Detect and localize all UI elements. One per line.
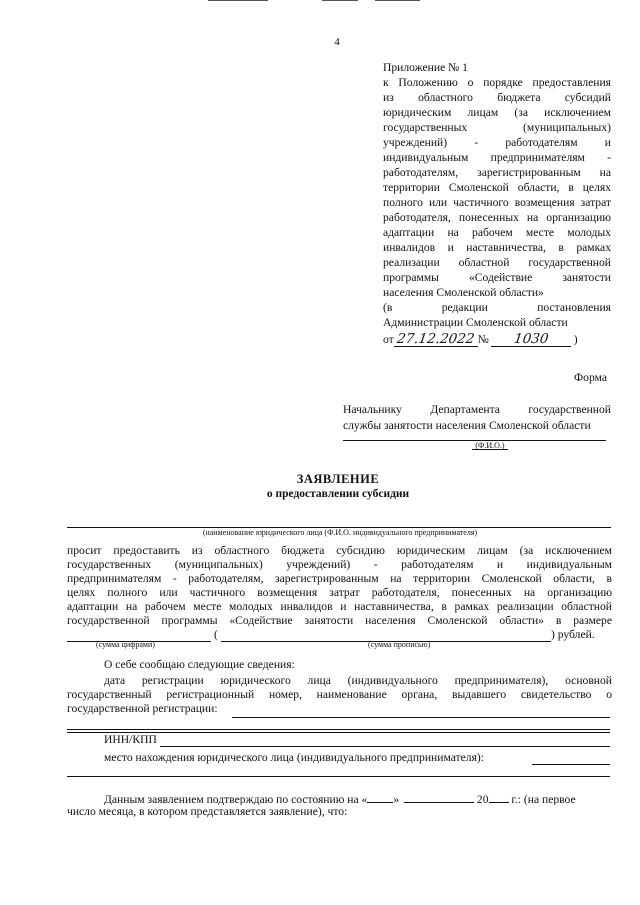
appendix-line: программы «Содействие занятости xyxy=(383,271,611,284)
request-line: целях полного или частичного возмещения затрат работодателя, понесенных на организацию xyxy=(67,586,612,599)
addressee-block xyxy=(343,402,611,434)
form-label: Форма xyxy=(574,371,607,384)
addressee-line: службы занятости населения Смоленской области xyxy=(343,419,591,432)
registration-line: дата регистрации юридического лица (индивидуального предпринимателя), основной xyxy=(104,674,612,687)
inn-row: ИНН/КПП xyxy=(104,733,157,746)
inn-upper-line xyxy=(67,732,610,733)
handwritten-date: 27.12.2022 xyxy=(396,331,476,347)
document-subtitle: о предоставлении субсидии xyxy=(266,488,410,500)
info-intro: О себе сообщаю следующие сведения: xyxy=(104,658,295,671)
amount-suffix: ) рублей. xyxy=(551,628,595,641)
document-title: ЗАЯВЛЕНИЕ xyxy=(296,472,380,486)
registration-line: государственной регистрации: xyxy=(67,702,218,715)
appendix-line: к Положению о порядке предоставления xyxy=(383,76,611,89)
appendix-date-line: от 27.12.2022 № 1030 ) xyxy=(383,331,578,347)
appendix-line: государственных (муниципальных) xyxy=(383,121,611,134)
registration-line: государственный регистрационный номер, наименование органа, выдавшего свидетельство о xyxy=(67,688,612,701)
legal-entity-caption: (наименование юридического лица (Ф.И.О. индивидуального предпринимателя) xyxy=(202,528,478,537)
appendix-line: инвалидов и наставничества, в рамках xyxy=(383,241,611,254)
amount-words-caption: (сумма прописью) xyxy=(368,640,431,649)
appendix-line: (в редакции постановления xyxy=(383,301,611,314)
appendix-line: из областного бюджета субсидий xyxy=(383,91,611,104)
confirmation-line: число месяца, в котором представляется заявление), что: xyxy=(67,805,348,818)
request-line: предпринимателям - работодателям, зарегистрированным на территории Смоленской области, в xyxy=(67,572,612,585)
fio-caption: (Ф.И.О.) xyxy=(475,441,505,450)
appendix-line: Администрации Смоленской области xyxy=(383,316,568,329)
request-paragraph xyxy=(67,544,612,628)
registration-paragraph xyxy=(67,674,612,716)
amount-digits-caption: (сумма цифрами) xyxy=(96,640,155,649)
appendix-line: работодателя, понесенных на организацию xyxy=(383,211,611,224)
appendix-line: полного или частичного возмещения затрат xyxy=(383,196,611,209)
appendix-line: юридическим лицам (за исключением xyxy=(383,106,611,119)
location-row: место нахождения юридического лица (индивидуального предпринимателя): xyxy=(104,751,484,764)
appendix-title: Приложение № 1 xyxy=(383,61,468,74)
appendix-line: населения Смоленской области» xyxy=(383,286,544,299)
request-line: просит предоставить из областного бюджета субсидию юридическим лицам (за исключением xyxy=(67,544,612,557)
scan-edge-mark xyxy=(322,0,358,1)
appendix-line: учреждений) - работодателям и xyxy=(383,136,611,149)
appendix-line: адаптации на рабочем месте молодых xyxy=(383,226,611,239)
appendix-line: территории Смоленской области, в целях xyxy=(383,181,611,194)
location-field-line xyxy=(532,764,610,765)
appendix-line: реализации областной государственной xyxy=(383,256,611,269)
location-field-line-2 xyxy=(67,776,610,777)
inn-field-line xyxy=(160,746,610,747)
appendix-header xyxy=(383,60,611,347)
appendix-line: индивидуальным предпринимателям - xyxy=(383,151,611,164)
fio-caption-underline xyxy=(472,449,508,450)
registration-field-line xyxy=(232,717,610,718)
registration-field-line-2 xyxy=(67,729,610,730)
scan-edge-mark xyxy=(208,0,268,1)
addressee-line: Начальнику Департамента государственной xyxy=(343,403,611,416)
scan-edge-mark xyxy=(375,0,420,1)
request-line: адаптации на рабочем месте молодых инвалидов и наставничества, в рамках реализации областной xyxy=(67,600,612,613)
amount-words-row: ( xyxy=(214,628,218,641)
page-number: 4 xyxy=(334,36,340,48)
confirmation-line: Данным заявлением подтверждаю по состоянию на « » 20 г.: (на первое xyxy=(104,793,576,805)
request-line: государственных (муниципальных) учреждений) - работодателям и индивидуальным xyxy=(67,558,612,571)
appendix-line: работодателям, зарегистрированным на xyxy=(383,166,611,179)
confirmation-paragraph xyxy=(67,791,612,819)
handwritten-number: 1030 xyxy=(512,331,550,347)
request-line: государственной программы «Содействие занятости населения Смоленской области» в размере xyxy=(67,614,612,627)
